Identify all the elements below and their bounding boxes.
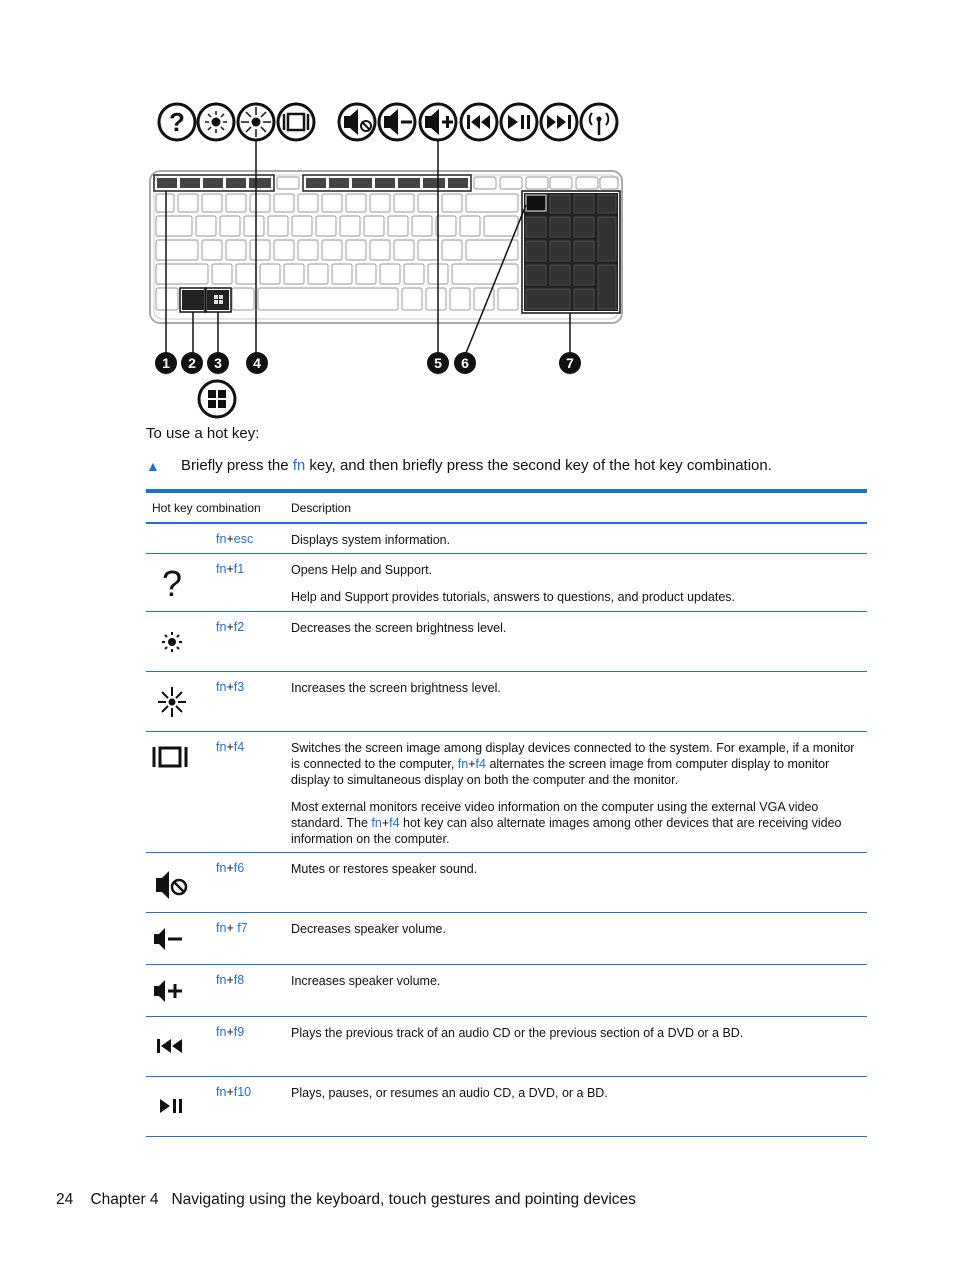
previous-track-icon xyxy=(146,1017,216,1076)
chapter-title: Navigating using the keyboard, touch gestures and pointing devices xyxy=(171,1191,636,1208)
hotkey-fn-esc[interactable]: fn+esc xyxy=(216,532,254,546)
inline-fn-link[interactable]: fn xyxy=(371,816,382,830)
chapter-label: Chapter 4 xyxy=(90,1191,159,1208)
callout-2: 2 xyxy=(188,355,196,371)
hotkey-fn-f1[interactable]: fn+f1 xyxy=(216,562,245,576)
page-number: 24 xyxy=(56,1191,74,1208)
callout-6: 6 xyxy=(461,355,469,371)
table-row: fn+f6 Mutes or restores speaker sound. xyxy=(146,853,867,913)
display-switch-icon xyxy=(146,732,216,852)
volume-up-icon xyxy=(146,965,216,1016)
table-row: fn+f10 Plays, pauses, or resumes an audio CD, a DVD, or a BD. xyxy=(146,1077,867,1137)
play-pause-icon xyxy=(146,1077,216,1136)
instruction-text: Briefly press the fn key, and then briefly press the second key of the hot key combination. xyxy=(181,457,772,474)
table-row xyxy=(146,732,867,853)
svg-text:?: ? xyxy=(161,563,183,602)
inline-f4-link[interactable]: f4 xyxy=(389,816,400,830)
keyboard-figure xyxy=(140,95,640,425)
intro-text: To use a hot key: xyxy=(146,425,260,442)
hotkey-fn-f9[interactable]: fn+f9 xyxy=(216,1025,245,1039)
table-row: fn+f9 Plays the previous track of an audio CD or the previous section of a DVD or a BD. xyxy=(146,1017,867,1077)
hotkey-fn-f7[interactable]: fn+ f7 xyxy=(216,921,248,935)
instruction-bullet xyxy=(146,457,866,474)
hotkey-fn-f6[interactable]: fn+f6 xyxy=(216,861,245,875)
page-footer xyxy=(56,1191,636,1209)
callout-3: 3 xyxy=(214,355,222,371)
hotkey-table xyxy=(146,489,867,1137)
mute-icon xyxy=(146,853,216,912)
f4-paragraph-2: Most external monitors receive video information on the computer using the external VGA video standard. The fn+f4 hot key can also alternate images among other devices that are receiving video information on the computer. xyxy=(291,800,842,846)
callout-7: 7 xyxy=(566,355,574,371)
brightness-up-icon xyxy=(146,672,216,731)
hotkey-fn-f10[interactable]: fn+f10 xyxy=(216,1085,252,1099)
hotkey-fn-f8[interactable]: fn+f8 xyxy=(216,973,245,987)
table-row: fn+f3 Increases the screen brightness level. xyxy=(146,672,867,732)
table-row: fn+ f7 Decreases speaker volume. xyxy=(146,913,867,965)
hotkey-fn-f2[interactable]: fn+f2 xyxy=(216,620,245,634)
table-row: fn+esc Displays system information. xyxy=(146,524,867,554)
volume-down-icon xyxy=(146,913,216,964)
table-row: fn+f8 Increases speaker volume. xyxy=(146,965,867,1017)
hotkey-fn-f4[interactable]: fn+f4 xyxy=(216,740,245,754)
inline-f4-link[interactable]: f4 xyxy=(475,757,486,771)
callout-1: 1 xyxy=(162,355,170,371)
f4-paragraph-1: Switches the screen image among display devices connected to the system. For example, if a monitor is connected to the computer, fn+f4 alternates the screen image from computer display to monitor display to simultaneous display on both the computer and the monitor. xyxy=(291,741,855,787)
inline-fn-link[interactable]: fn xyxy=(457,757,469,771)
help-icon xyxy=(146,554,216,611)
table-row: ? fn+f1 Opens Help and Support. Help and Support provides tutorials, answers to questions, and product updates. xyxy=(146,554,867,612)
callout-5: 5 xyxy=(434,355,442,371)
table-header xyxy=(146,489,867,524)
hotkey-fn-f3[interactable]: fn+f3 xyxy=(216,680,245,694)
svg-text:?: ? xyxy=(169,107,185,137)
callout-4: 4 xyxy=(253,355,261,371)
brightness-down-icon xyxy=(146,612,216,671)
bullet-triangle-icon: ▲ xyxy=(146,458,160,474)
fn-key-link[interactable]: fn xyxy=(292,457,306,474)
table-row: fn+f2 Decreases the screen brightness level. xyxy=(146,612,867,672)
header-hotkey: Hot key combination xyxy=(152,500,261,515)
header-description: Description xyxy=(291,500,352,515)
